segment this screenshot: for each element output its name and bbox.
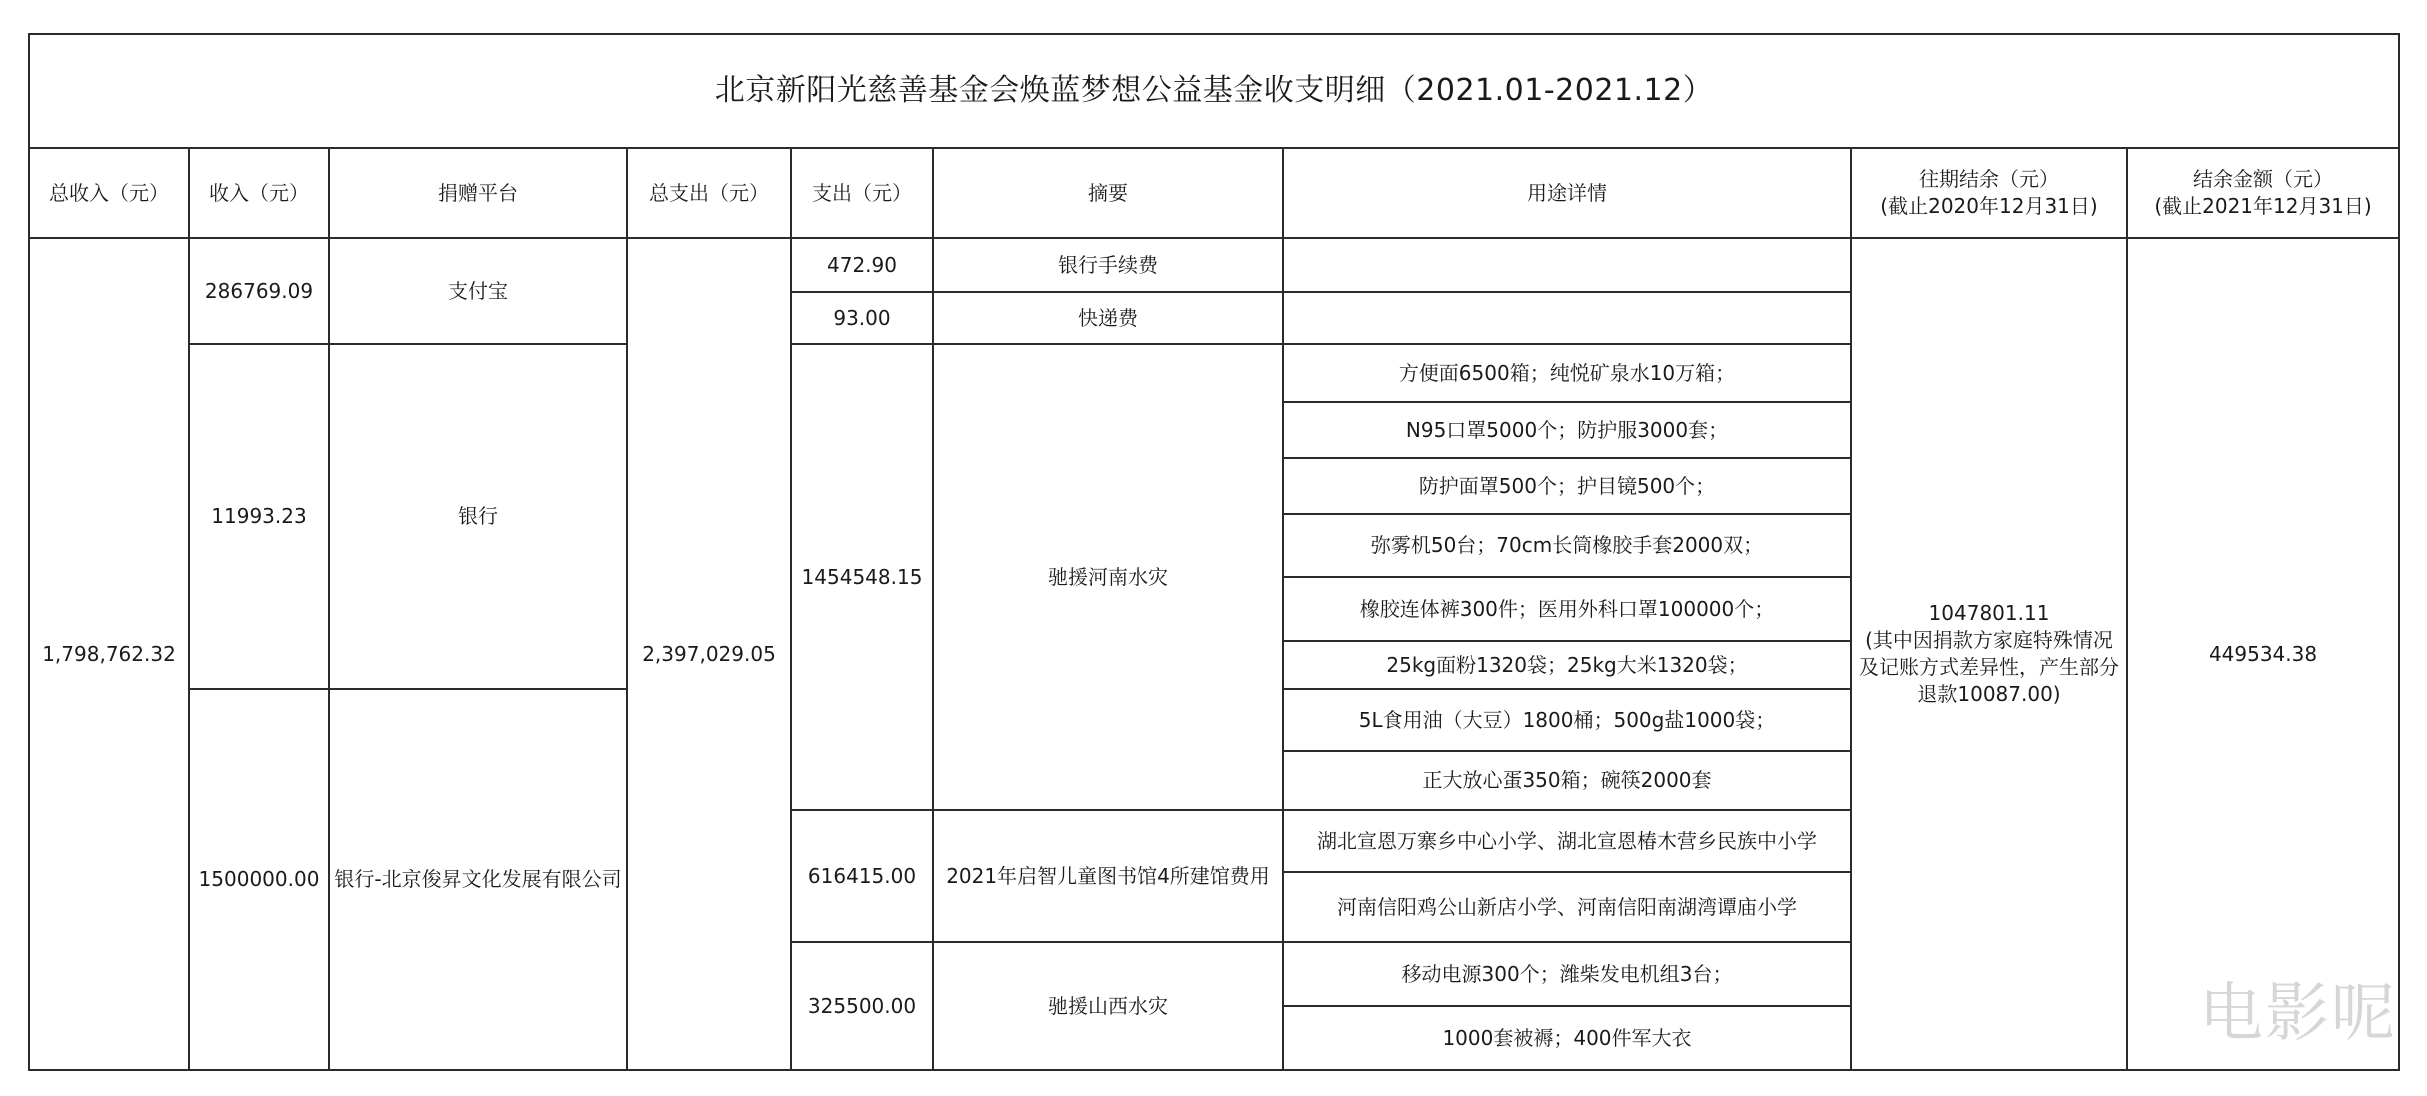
expense-summary: 驰援河南水灾 bbox=[933, 344, 1283, 810]
expense-amount: 93.00 bbox=[791, 292, 933, 344]
header-expense: 支出（元） bbox=[791, 148, 933, 238]
total-expense-value: 2,397,029.05 bbox=[627, 238, 791, 1070]
prev-balance-amount: 1047801.11 bbox=[1928, 601, 2050, 625]
expense-amount: 472.90 bbox=[791, 238, 933, 292]
header-prev-balance bbox=[1851, 148, 2127, 238]
usage-detail: 弥雾机50台；70cm长筒橡胶手套2000双； bbox=[1283, 514, 1851, 577]
expense-summary: 驰援山西水灾 bbox=[933, 942, 1283, 1070]
finance-sheet bbox=[28, 33, 2398, 1071]
header-total-income: 总收入（元） bbox=[29, 148, 189, 238]
header-summary: 摘要 bbox=[933, 148, 1283, 238]
expense-amount: 325500.00 bbox=[791, 942, 933, 1070]
expense-amount: 1454548.15 bbox=[791, 344, 933, 810]
usage-detail: 25kg面粉1320袋；25kg大米1320袋； bbox=[1283, 641, 1851, 689]
usage-detail: 橡胶连体裤300件；医用外科口罩100000个； bbox=[1283, 577, 1851, 641]
usage-detail: 正大放心蛋350箱；碗筷2000套 bbox=[1283, 751, 1851, 810]
income-platform: 银行 bbox=[329, 344, 627, 689]
expense-summary: 银行手续费 bbox=[933, 238, 1283, 292]
usage-detail: 河南信阳鸡公山新店小学、河南信阳南湖湾谭庙小学 bbox=[1283, 872, 1851, 942]
header-platform: 捐赠平台 bbox=[329, 148, 627, 238]
usage-detail: 1000套被褥；400件军大衣 bbox=[1283, 1006, 1851, 1070]
expense-summary: 2021年启智儿童图书馆4所建馆费用 bbox=[933, 810, 1283, 942]
usage-detail: N95口罩5000个；防护服3000套； bbox=[1283, 402, 1851, 458]
usage-detail bbox=[1283, 292, 1851, 344]
usage-detail: 防护面罩500个；护目镜500个； bbox=[1283, 458, 1851, 514]
usage-detail: 方便面6500箱；纯悦矿泉水10万箱； bbox=[1283, 344, 1851, 402]
header-balance-sub: (截止2021年12月31日) bbox=[2154, 194, 2372, 218]
table-title: 北京新阳光慈善基金会焕蓝梦想公益基金收支明细（2021.01-2021.12） bbox=[29, 34, 2399, 148]
usage-detail: 湖北宣恩万寨乡中心小学、湖北宣恩椿木营乡民族中小学 bbox=[1283, 810, 1851, 872]
header-prev-balance-label: 往期结余（元） bbox=[1919, 167, 2059, 191]
income-amount: 286769.09 bbox=[189, 238, 329, 344]
header-usage: 用途详情 bbox=[1283, 148, 1851, 238]
usage-detail bbox=[1283, 238, 1851, 292]
header-prev-balance-sub: (截止2020年12月31日) bbox=[1880, 194, 2098, 218]
watermark-text: 电影呢 bbox=[2199, 977, 2397, 1051]
total-income-value: 1,798,762.32 bbox=[29, 238, 189, 1070]
expense-amount: 616415.00 bbox=[791, 810, 933, 942]
prev-balance-note: (其中因捐款方家庭特殊情况及记账方式差异性，产生部分退款10087.00) bbox=[1859, 628, 2119, 706]
usage-detail: 5L食用油（大豆）1800桶；500g盐1000袋； bbox=[1283, 689, 1851, 751]
expense-summary: 快递费 bbox=[933, 292, 1283, 344]
header-balance bbox=[2127, 148, 2399, 238]
income-platform: 支付宝 bbox=[329, 238, 627, 344]
income-amount: 1500000.00 bbox=[189, 689, 329, 1070]
header-balance-label: 结余金额（元） bbox=[2193, 167, 2334, 191]
income-expense-table bbox=[28, 33, 2400, 1071]
header-total-expense: 总支出（元） bbox=[627, 148, 791, 238]
usage-detail: 移动电源300个；潍柴发电机组3台； bbox=[1283, 942, 1851, 1006]
prev-balance-cell bbox=[1851, 238, 2127, 1070]
header-income: 收入（元） bbox=[189, 148, 329, 238]
income-amount: 11993.23 bbox=[189, 344, 329, 689]
balance-value: 449534.38 bbox=[2127, 238, 2399, 1070]
income-platform: 银行-北京俊昇文化发展有限公司 bbox=[329, 689, 627, 1070]
